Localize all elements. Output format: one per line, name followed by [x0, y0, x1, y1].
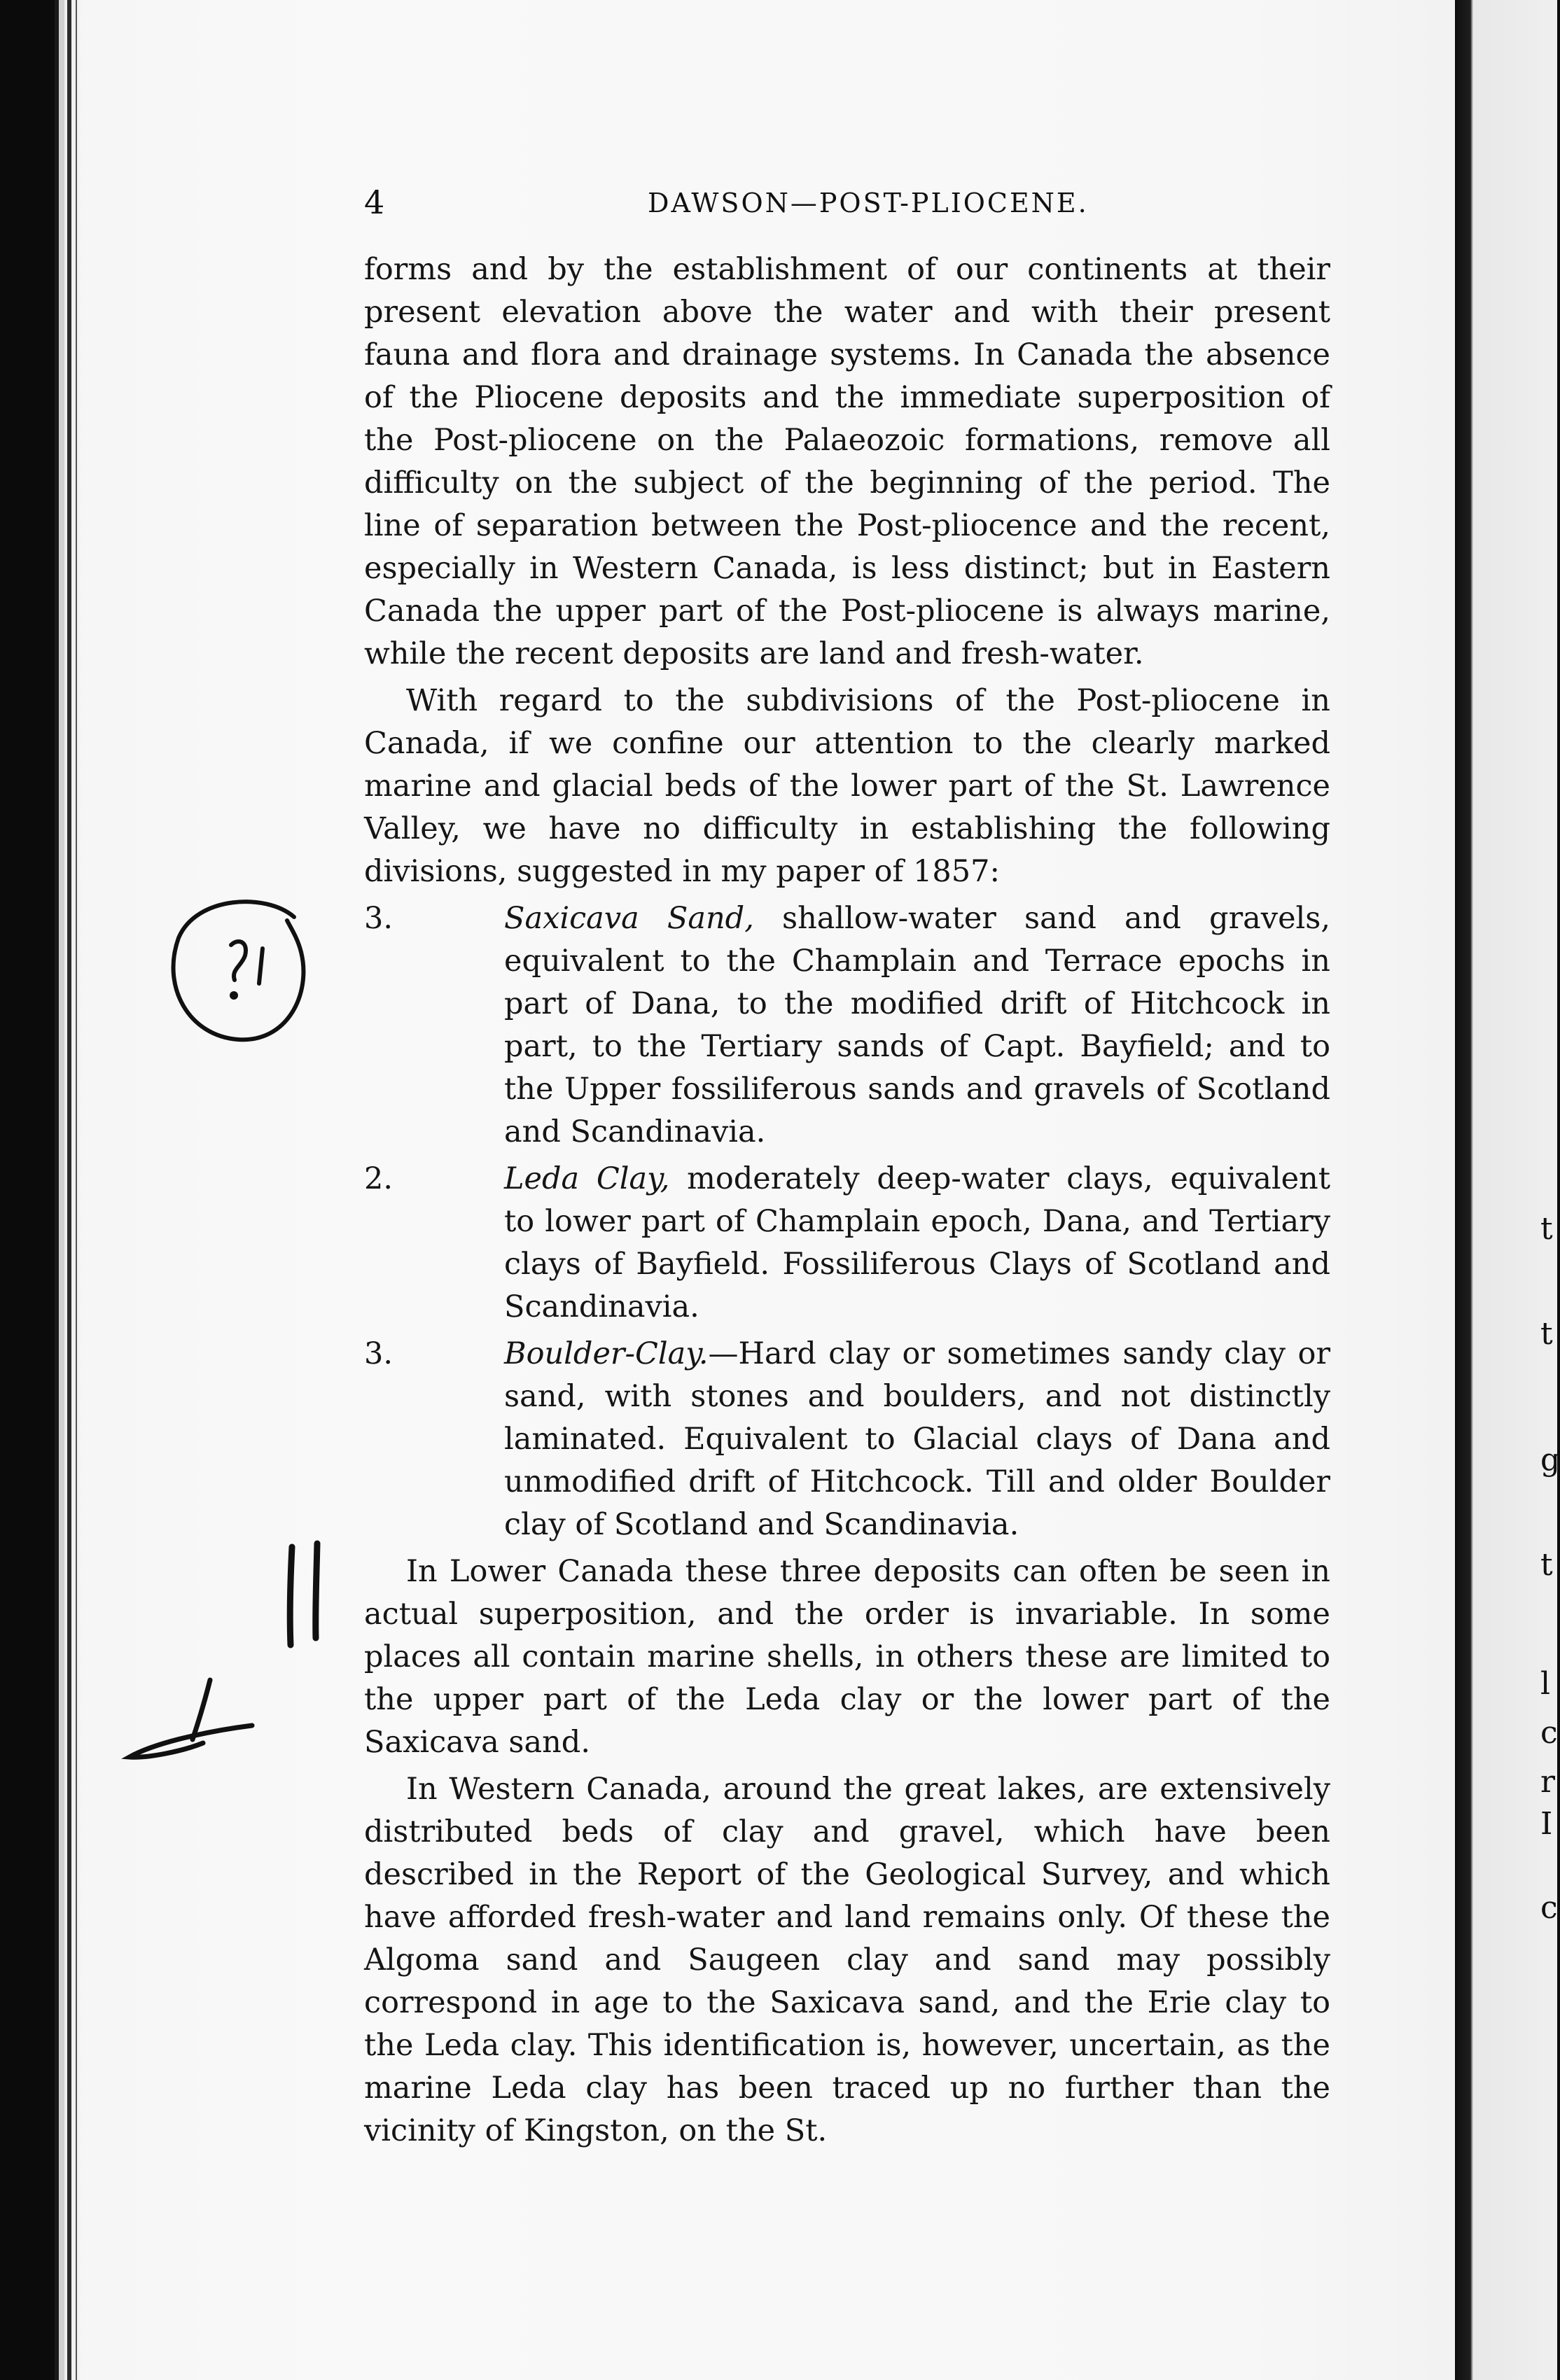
facing-page-edge: [1456, 0, 1557, 2380]
division-item: [364, 897, 1330, 1154]
western-canada-paragraph: In Western Canada, around the great lakes, are extensively distributed beds of clay and gravel, which have been described in the Report of the Geological Survey, and which have afforded fresh-water and land remains only. Of these the Algoma sand and Saugeen clay and sand may possibly correspond in age to the Saxicava sand, and the Erie clay to the Leda clay. This identification is, however, uncertain, as the marine Leda clay has been traced up no further than the vicinity of Kingston, on the St.: [364, 1772, 1330, 2148]
edge-letter: r: [1540, 1764, 1556, 1800]
page-header: [364, 183, 1428, 225]
edge-letter: c: [1540, 1890, 1558, 1926]
division-item: [364, 1333, 1330, 1546]
edge-letter: g: [1540, 1442, 1560, 1478]
running-head: DAWSON—POST-PLIOCENE.: [648, 188, 1089, 218]
binding-edge-inner: [76, 0, 77, 2380]
binding-edge: [67, 0, 71, 2380]
division-name: Saxicava Sand,: [504, 901, 754, 936]
division-text: moderately deep-water clays, equivalent to lower part of Champlain epoch, Dana, and Tertiary clays of Bayfield. Fossiliferous Clays of Scotland and Scandinavia.: [504, 1161, 1330, 1324]
division-number: 3.: [364, 1336, 394, 1371]
edge-letter: t: [1540, 1547, 1553, 1583]
page-body: [364, 248, 1330, 2152]
edge-letter: c: [1540, 1715, 1558, 1751]
division-item: [364, 1158, 1330, 1329]
division-number: 3.: [364, 901, 394, 936]
intro-paragraph: forms and by the establishment of our continents at their present elevation above the water and with their present fauna and flora and drainage systems. In Canada the absence of the Pliocene deposits and the immediate superposition of the Post-pliocene on the Palaeozoic formations, remove all difficulty on the subject of the beginning of the period. The line of separation between the Post-pliocence and the recent, especially in Western Canada, is less distinct; but in Eastern Canada the upper part of the Post-pliocene is always marine, while the recent deposits are land and fresh-water.: [364, 252, 1330, 671]
division-name: Leda Clay,: [504, 1161, 670, 1196]
edge-letter: t: [1540, 1316, 1553, 1352]
division-text: shallow-water sand and gravels, equivalent to the Champlain and Terrace epochs in part of Dana, to the modified drift of Hitchcock in part, to the Tertiary sands of Capt. Bayfield; and to the Upper fossiliferous sands and gravels of Scotland and Scandinavia.: [504, 901, 1330, 1149]
division-text: —Hard clay or sometimes sandy clay or sand, with stones and boulders, and not distinctly laminated. Equivalent to Glacial clays of Dana and unmodified drift of Hitchcock. Till and older Boulder clay of Scotland and Scandinavia.: [504, 1336, 1330, 1542]
edge-letter: t: [1540, 1211, 1553, 1247]
page-number: 4: [364, 183, 385, 221]
division-number: 2.: [364, 1161, 394, 1196]
lower-canada-paragraph: In Lower Canada these three deposits can often be seen in actual superposition, and the order is invariable. In some places all contain marine shells, in others these are limited to the upper part of the Leda clay or the lower part of the Saxicava sand.: [364, 1554, 1330, 1760]
edge-letter: I: [1540, 1806, 1553, 1842]
edge-letter: l: [1540, 1666, 1551, 1702]
division-name: Boulder-Clay.: [504, 1336, 709, 1371]
subdivisions-paragraph: With regard to the subdivisions of the Post-pliocene in Canada, if we confine our attention to the clearly marked marine and glacial beds of the lower part of the St. Lawrence Valley, we have no difficulty in establishing the following divisions, suggested in my paper of 1857:: [364, 683, 1330, 889]
